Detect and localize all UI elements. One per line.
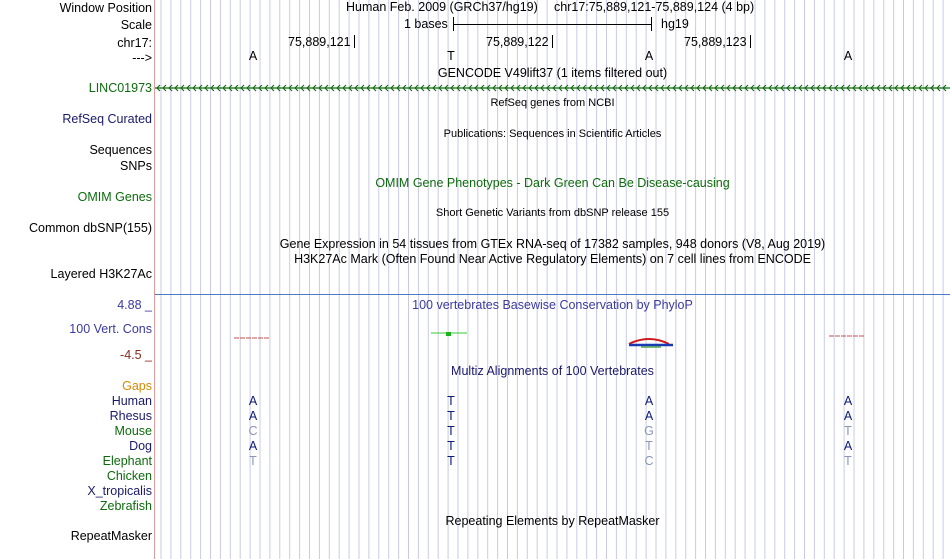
conservation-plot[interactable] <box>155 325 950 351</box>
scale-text: 1 bases <box>404 17 448 31</box>
ruler-tick-mark-1 <box>354 35 355 48</box>
aligned-base: C <box>248 424 258 438</box>
aligned-base: A <box>248 439 258 453</box>
repeatmasker-track-label[interactable]: RepeatMasker <box>70 529 152 543</box>
aligned-base: T <box>844 424 852 438</box>
aligned-base: A <box>843 439 853 453</box>
gtex-track-title[interactable]: Gene Expression in 54 tissues from GTEx RNA-seq of 17382 samples, 948 donors (V8, Aug 2019) <box>279 237 826 251</box>
repeatmasker-track-title[interactable]: Repeating Elements by RepeatMasker <box>445 514 660 528</box>
aligned-base: A <box>248 409 258 423</box>
publications-track-title[interactable]: Publications: Sequences in Scientific Articles <box>443 128 662 140</box>
gene-intron-line[interactable] <box>155 82 950 94</box>
ruler-tick-1: 75,889,121 <box>288 35 351 49</box>
aligned-base: T <box>447 439 455 453</box>
strand-base-3: A <box>644 49 654 63</box>
aligned-base: C <box>644 454 654 468</box>
aligned-base: G <box>644 424 654 438</box>
species-label-rhesus[interactable]: Rhesus <box>109 409 152 423</box>
window-position-label: Window Position <box>59 1 152 15</box>
species-label-elephant[interactable]: Elephant <box>102 454 152 468</box>
gencode-track-title[interactable]: GENCODE V49lift37 (1 items filtered out) <box>437 66 668 80</box>
ruler-tick-2: 75,889,122 <box>486 35 549 49</box>
species-label-chicken[interactable]: Chicken <box>106 469 152 483</box>
aligned-base: A <box>248 394 258 408</box>
ruler-tick-mark-3 <box>750 35 751 48</box>
refseq-track-title[interactable]: RefSeq genes from NCBI <box>490 97 615 109</box>
dbsnp-track-label[interactable]: Common dbSNP(155) <box>29 221 152 235</box>
aligned-base: A <box>644 409 654 423</box>
conservation-min-value: -4.5 _ <box>120 348 152 362</box>
scale-label: Scale <box>120 18 152 32</box>
species-label-x-tropicalis[interactable]: X_tropicalis <box>87 484 152 498</box>
strand-base-1: A <box>248 49 258 63</box>
conservation-track-label[interactable]: 100 Vert. Cons <box>69 322 152 336</box>
aligned-base: T <box>447 454 455 468</box>
assembly-title[interactable]: Human Feb. 2009 (GRCh37/hg19) <box>346 0 538 14</box>
snps-label[interactable]: SNPs <box>120 159 152 173</box>
species-label-dog[interactable]: Dog <box>129 439 152 453</box>
aligned-base: T <box>447 424 455 438</box>
strand-base-4: A <box>843 49 853 63</box>
gencode-gene-label[interactable]: LINC01973 <box>88 81 152 95</box>
aligned-base: A <box>843 394 853 408</box>
omim-track-label[interactable]: OMIM Genes <box>77 190 152 204</box>
multiz-track-title[interactable]: Multiz Alignments of 100 Vertebrates <box>451 364 654 378</box>
ruler-tick-3: 75,889,123 <box>684 35 747 49</box>
conservation-max-value: 4.88 _ <box>117 298 152 312</box>
species-label-human[interactable]: Human <box>111 394 152 408</box>
dbsnp-track-title[interactable]: Short Genetic Variants from dbSNP release 155 <box>435 207 670 219</box>
conservation-zero-line <box>155 294 950 295</box>
h3k27ac-track-title[interactable]: H3K27Ac Mark (Often Found Near Active Regulatory Elements) on 7 cell lines from ENCODE <box>294 252 811 266</box>
omim-track-title[interactable]: OMIM Gene Phenotypes - Dark Green Can Be Disease-causing <box>375 176 730 190</box>
aligned-base: A <box>644 394 654 408</box>
position-range[interactable]: chr17:75,889,121-75,889,124 (4 bp) <box>554 0 755 14</box>
species-label-zebrafish[interactable]: Zebrafish <box>99 499 152 513</box>
scale-db: hg19 <box>661 17 689 31</box>
gaps-label[interactable]: Gaps <box>122 379 152 393</box>
aligned-base: T <box>844 454 852 468</box>
aligned-base: T <box>249 454 257 468</box>
strand-label: ---> <box>132 51 152 65</box>
conservation-track-title[interactable]: 100 vertebrates Basewise Conservation by PhyloP <box>412 298 693 312</box>
aligned-base: A <box>843 409 853 423</box>
species-label-mouse[interactable]: Mouse <box>114 424 152 438</box>
strand-base-2: T <box>447 49 455 63</box>
chrom-label: chr17: <box>117 36 152 50</box>
sequences-label[interactable]: Sequences <box>89 143 152 157</box>
aligned-base: T <box>447 394 455 408</box>
h3k27ac-track-label[interactable]: Layered H3K27Ac <box>50 267 152 281</box>
refseq-track-label[interactable]: RefSeq Curated <box>62 112 152 126</box>
aligned-base: T <box>447 409 455 423</box>
aligned-base: T <box>645 439 653 453</box>
scale-bar <box>453 17 652 31</box>
ruler-tick-mark-2 <box>552 35 553 48</box>
